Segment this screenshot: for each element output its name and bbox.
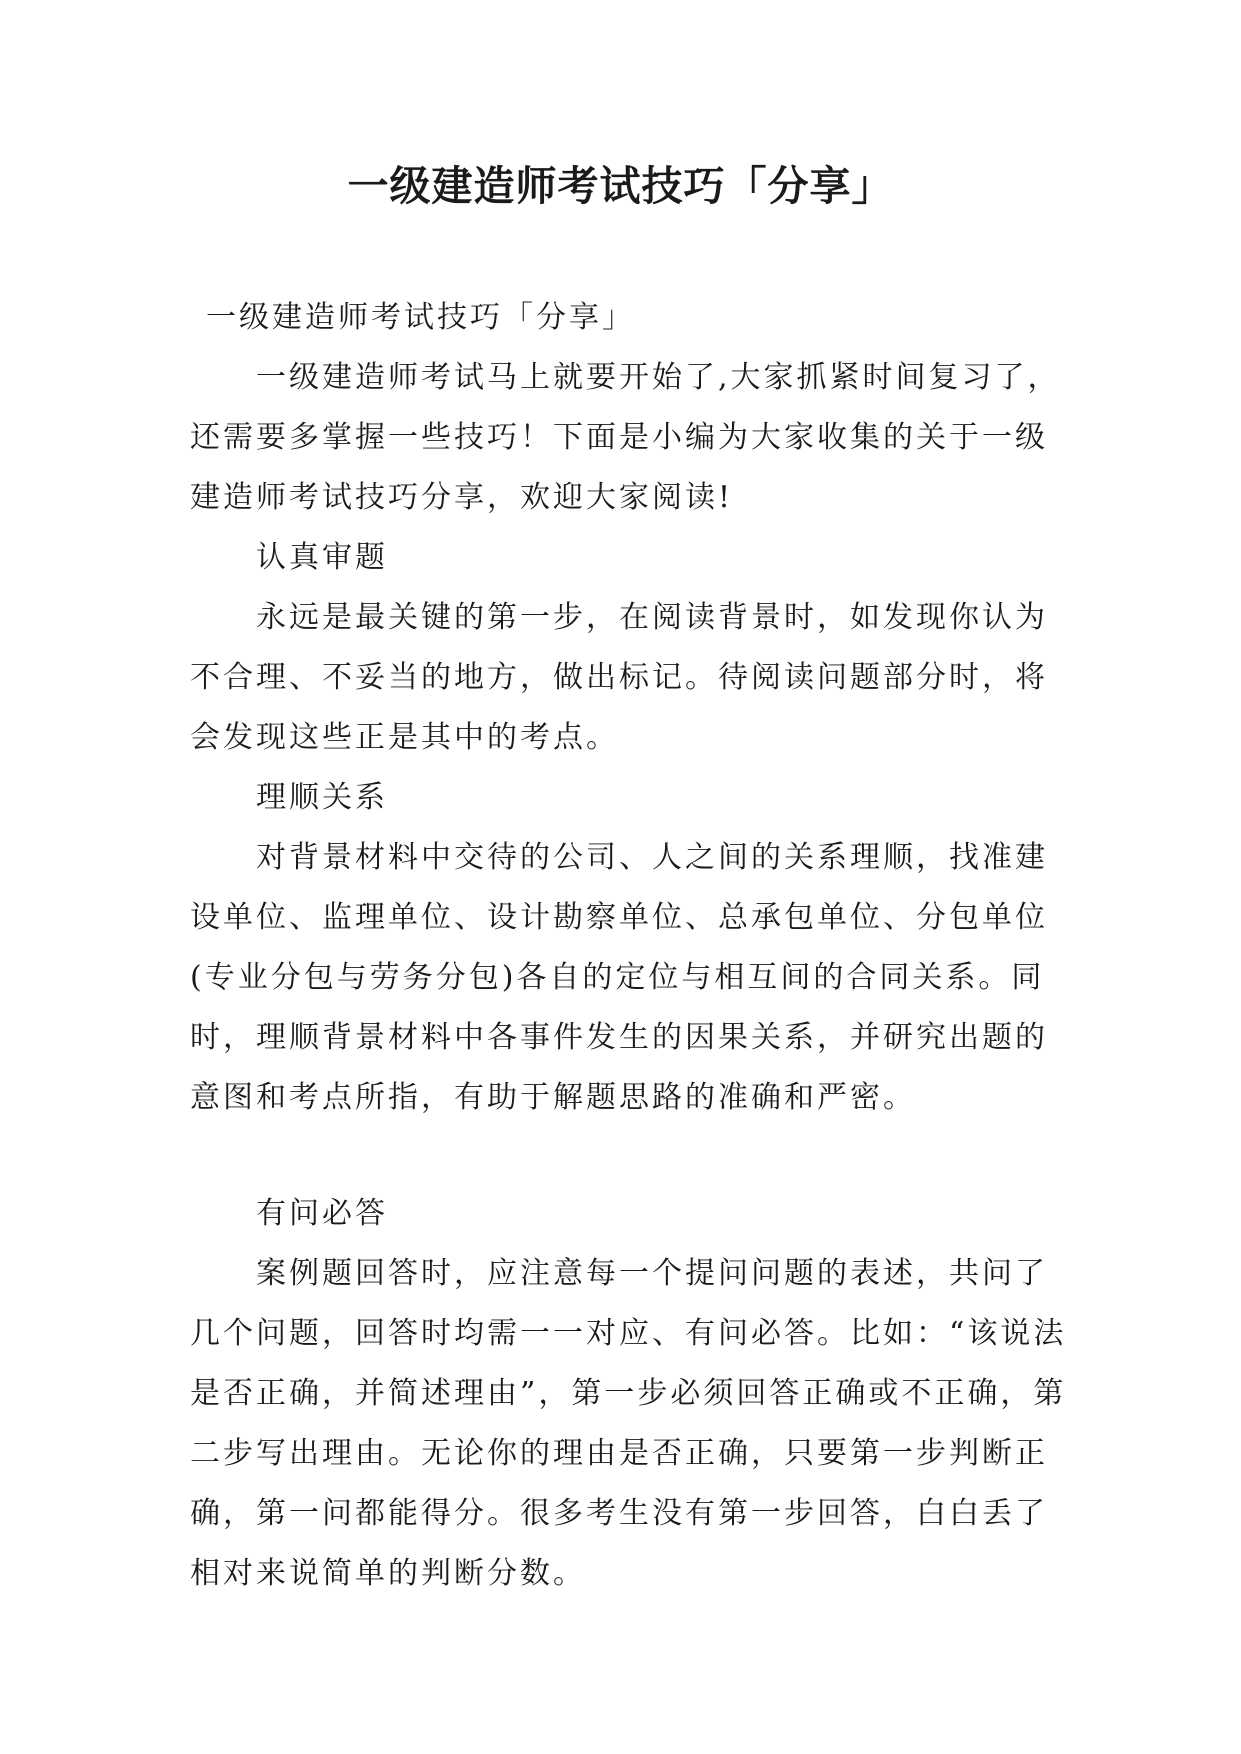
intro-paragraph: 一级建造师考试马上就要开始了,大家抓紧时间复习了，还需要多掌握一些技巧！下面是小编为大家收集的关于一级建造师考试技巧分享，欢迎大家阅读! — [190, 360, 1061, 515]
section-paragraph: 案例题回答时，应注意每一个提问问题的表述，共问了几个问题，回答时均需一一对应、有问必答。比如：“该说法是否正确，并简述理由”，第一步必须回答正确或不正确，第二步写出理由。无论你的理由是否正确，只要第一步判断正确，第一问都能得分。很多考生没有第一步回答，白白丢了相对来说简单的判断分数。 — [190, 1256, 1067, 1591]
section-paragraph: 永远是最关键的第一步，在阅读背景时，如发现你认为不合理、不妥当的地方，做出标记。待阅读问题部分时，将会发现这些正是其中的考点。 — [190, 600, 1048, 755]
section-heading: 认真审题 — [256, 540, 388, 575]
document-body — [190, 288, 1070, 1604]
section-paragraph: 对背景材料中交待的公司、人之间的关系理顺，找准建设单位、监理单位、设计勘察单位、总承包单位、分包单位(专业分包与劳务分包)各自的定位与相互间的合同关系。同时，理顺背景材料中各事件发生的因果关系，并研究出题的意图和考点所指，有助于解题思路的准确和严密。 — [190, 840, 1048, 1115]
document-subtitle: 一级建造师考试技巧「分享」 — [206, 300, 635, 335]
document-title: 一级建造师考试技巧「分享」 — [347, 162, 894, 210]
section-heading: 有问必答 — [256, 1196, 388, 1231]
section-heading: 理顺关系 — [256, 780, 388, 815]
